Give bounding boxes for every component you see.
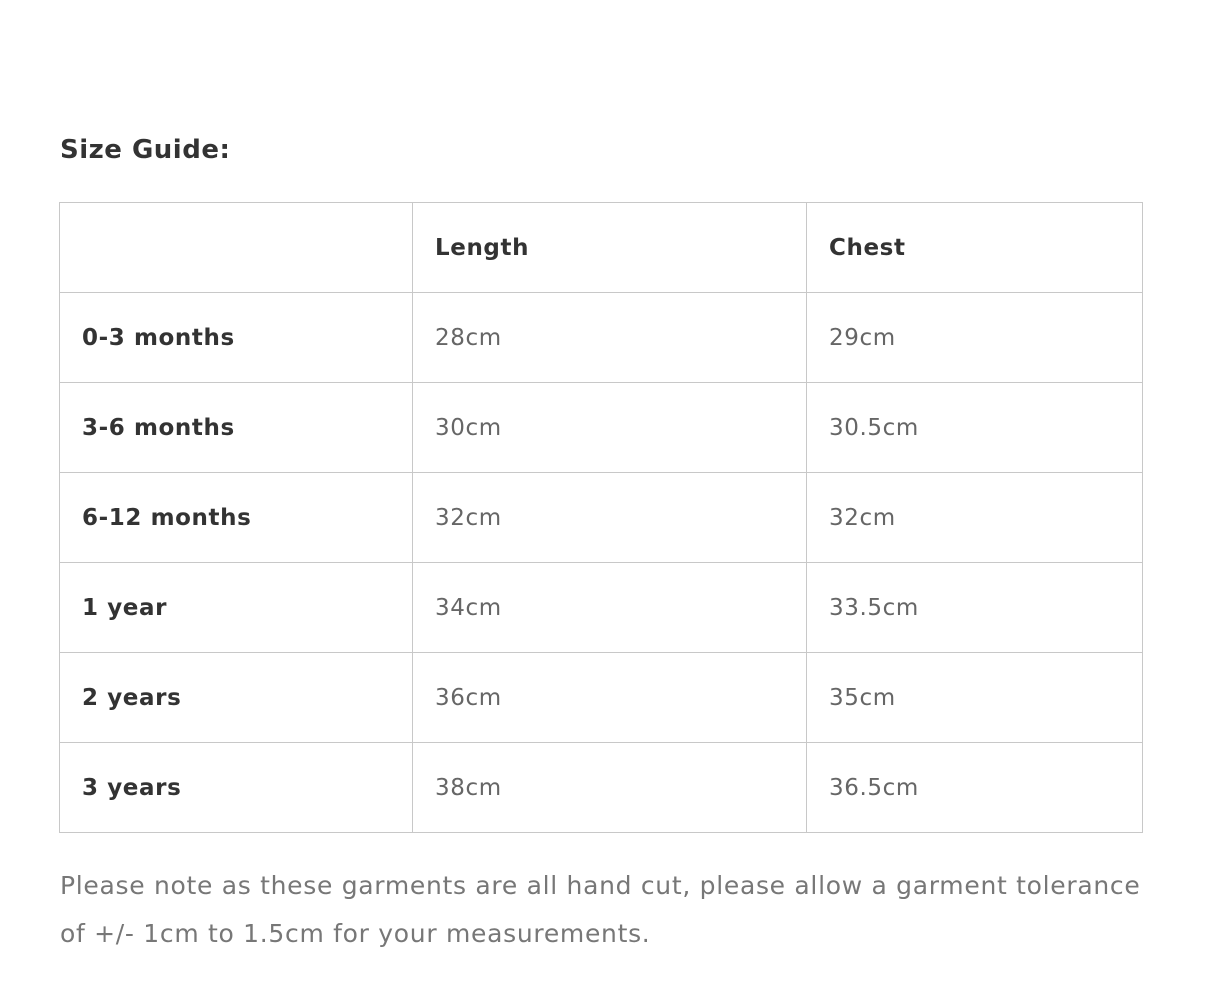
size-cell: 6-12 months — [60, 473, 413, 563]
table-header-row — [60, 203, 1143, 293]
table-row — [60, 743, 1143, 833]
chest-cell: 36.5cm — [807, 743, 1143, 833]
length-cell: 28cm — [413, 293, 807, 383]
column-header-length: Length — [413, 203, 807, 293]
table-row — [60, 563, 1143, 653]
column-header-chest: Chest — [807, 203, 1143, 293]
length-cell: 34cm — [413, 563, 807, 653]
chest-cell: 35cm — [807, 653, 1143, 743]
size-guide-title: Size Guide: — [60, 135, 231, 165]
table-row — [60, 473, 1143, 563]
length-cell: 38cm — [413, 743, 807, 833]
size-cell: 1 year — [60, 563, 413, 653]
length-cell: 30cm — [413, 383, 807, 473]
length-cell: 32cm — [413, 473, 807, 563]
chest-cell: 33.5cm — [807, 563, 1143, 653]
size-cell: 3-6 months — [60, 383, 413, 473]
size-cell: 2 years — [60, 653, 413, 743]
table-row — [60, 653, 1143, 743]
size-cell: 0-3 months — [60, 293, 413, 383]
chest-cell: 32cm — [807, 473, 1143, 563]
chest-cell: 29cm — [807, 293, 1143, 383]
chest-cell: 30.5cm — [807, 383, 1143, 473]
table-row — [60, 293, 1143, 383]
column-header-size — [60, 203, 413, 293]
table-row — [60, 383, 1143, 473]
size-cell: 3 years — [60, 743, 413, 833]
size-guide-table — [59, 202, 1143, 833]
tolerance-note: Please note as these garments are all hand cut, please allow a garment tolerance of +/- 1cm to 1.5cm for your measurements. — [60, 871, 1141, 948]
length-cell: 36cm — [413, 653, 807, 743]
